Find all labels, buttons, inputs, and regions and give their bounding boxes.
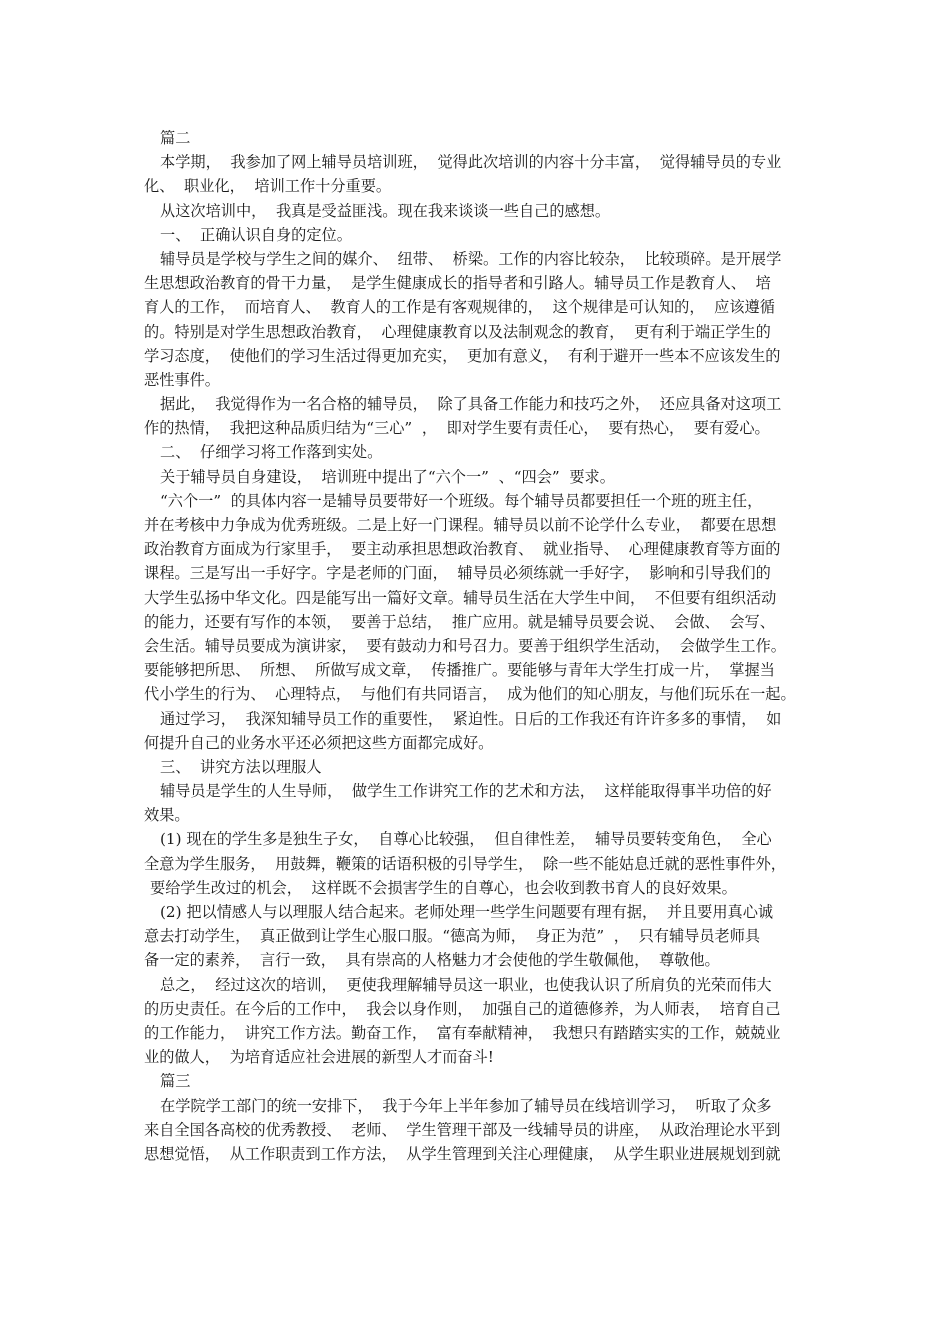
text-line: 的能力，还要有写作的本领， 要善于总结， 推广应用。就是辅导员要会说、 会做、 会写、 bbox=[144, 612, 775, 631]
document-page bbox=[144, 126, 820, 1166]
text-line: 业的做人， 为培育适应社会进展的新型人才而奋斗! bbox=[144, 1048, 494, 1067]
text-line: 辅导员是学校与学生之间的媒介、 纽带、 桥梁。工作的内容比较杂， 比较琐碎。是开展学 bbox=[160, 249, 782, 268]
text-line: 何提升自己的业务水平还必须把这些方面都完成好。 bbox=[144, 733, 494, 752]
text-line: 篇三 bbox=[160, 1072, 191, 1091]
text-line: 总之， 经过这次的培训， 更使我理解辅导员这一职业，也使我认识了所肩负的光荣而伟大 bbox=[160, 975, 772, 994]
text-line: 一、 正确认识自身的定位。 bbox=[160, 225, 352, 244]
text-line: 思想觉悟， 从工作职责到工作方法， 从学生管理到关注心理健康， 从学生职业进展规划到就 bbox=[144, 1144, 781, 1163]
text-line: 意去打动学生， 真正做到让学生心服口服。“德高为师， 身正为范” ， 只有辅导员老师具 bbox=[144, 927, 761, 946]
text-line: 的工作能力， 讲究工作方法。勤奋工作， 富有奉献精神， 我想只有踏踏实实的工作，兢兢业 bbox=[144, 1023, 781, 1042]
text-line: 要给学生改过的机会， 这样既不会损害学生的自尊心，也会收到教书育人的良好效果。 bbox=[150, 878, 737, 897]
text-line: 学习态度， 使他们的学习生活过得更加充实， 更加有意义， 有利于避开一些本不应该发生的 bbox=[144, 346, 781, 365]
text-line: 化、 职业化， 培训工作十分重要。 bbox=[144, 177, 392, 196]
text-line: 二、 仔细学习将工作落到实处。 bbox=[160, 443, 383, 462]
text-line: 通过学习， 我深知辅导员工作的重要性， 紧迫性。日后的工作我还有许许多多的事情， 如 bbox=[160, 709, 782, 728]
text-line: 作的热情， 我把这种品质归结为“三心” ， 即对学生要有责任心， 要有热心， 要有爱心。 bbox=[144, 419, 770, 438]
text-line: 并在考核中力争成为优秀班级。二是上好一门课程。辅导员以前不论学什么专业， 都要在思想 bbox=[144, 516, 777, 534]
text-line: 全意为学生服务， 用鼓舞，鞭策的话语积极的引导学生， 除一些不能姑息迁就的恶性事件外， bbox=[144, 854, 786, 873]
text-line: 政治教育方面成为行家里手， 要主动承担思想政治教育、 就业指导、 心理健康教育等方面的 bbox=[144, 540, 781, 559]
text-line: 效果。 bbox=[144, 806, 190, 825]
text-line: 本学期， 我参加了网上辅导员培训班， 觉得此次培训的内容十分丰富， 觉得辅导员的专业 bbox=[160, 153, 782, 172]
text-line: 的。特别是对学生思想政治教育， 心理健康教育以及法制观念的教育， 更有利于端正学生的 bbox=[144, 322, 771, 341]
text-line: 从这次培训中， 我真是受益匪浅。现在我来谈谈一些自己的感想。 bbox=[160, 201, 611, 220]
text-line: 备一定的素养， 言行一致， 具有崇高的人格魅力才会使他的学生敬佩他， 尊敬他。 bbox=[144, 951, 720, 970]
text-line: (1) 现在的学生多是独生子女， 自尊心比较强， 但自律性差， 辅导员要转变角色， 全心 bbox=[160, 830, 772, 849]
text-line: 三、 讲究方法以理服人 bbox=[160, 757, 322, 776]
text-line: 辅导员是学生的人生导师， 做学生工作讲究工作的艺术和方法， 这样能取得事半功倍的好 bbox=[160, 782, 772, 801]
text-line: 的历史责任。在今后的工作中， 我会以身作则， 加强自己的道德修养，为人师表， 培育自己 bbox=[144, 999, 781, 1018]
text-line: 代小学生的行为、 心理特点， 与他们有共同语言， 成为他们的知心朋友，与他们玩乐在一起。 bbox=[144, 685, 796, 704]
text-line: 会生活。辅导员要成为演讲家， 要有鼓动力和号召力。要善于组织学生活动， 会做学生工作。 bbox=[144, 636, 786, 655]
text-line: 大学生弘扬中华文化。四是能写出一篇好文章。辅导员生活在大学生中间， 不但要有组织活动 bbox=[144, 588, 777, 607]
text-line: 育人的工作， 而培育人、 教育人的工作是有客观规律的， 这个规律是可认知的， 应该遵循 bbox=[144, 298, 775, 317]
text-line: 关于辅导员自身建设， 培训班中提出了“六个一” 、“四会” 要求。 bbox=[160, 467, 615, 486]
text-line: 课程。三是写出一手好字。字是老师的门面， 辅导员必须练就一手好字， 影响和引导我们的 bbox=[144, 564, 771, 583]
text-line: 在学院学工部门的统一安排下， 我于今年上半年参加了辅导员在线培训学习， 听取了众多 bbox=[160, 1096, 772, 1115]
text-line: “六个一” 的具体内容一是辅导员要带好一个班级。每个辅导员都要担任一个班的班主任， bbox=[160, 491, 763, 510]
text-line: 要能够把所思、 所想、 所做写成文章， 传播推广。要能够与青年大学生打成一片， 掌握当 bbox=[144, 661, 775, 680]
text-line: 据此， 我觉得作为一名合格的辅导员， 除了具备工作能力和技巧之外， 还应具备对这项工 bbox=[160, 395, 782, 414]
text-line: 生思想政治教育的骨干力量， 是学生健康成长的指导者和引路人。辅导员工作是教育人、 培 bbox=[144, 274, 771, 293]
text-line: 篇二 bbox=[160, 129, 191, 147]
text-line: (2) 把以情感人与以理服人结合起来。老师处理一些学生问题要有理有据， 并且要用真心诚 bbox=[160, 903, 774, 921]
text-line: 来自全国各高校的优秀教授、 老师、 学生管理干部及一线辅导员的讲座， 从政治理论水平到 bbox=[144, 1120, 781, 1139]
text-line: 恶性事件。 bbox=[144, 370, 220, 389]
